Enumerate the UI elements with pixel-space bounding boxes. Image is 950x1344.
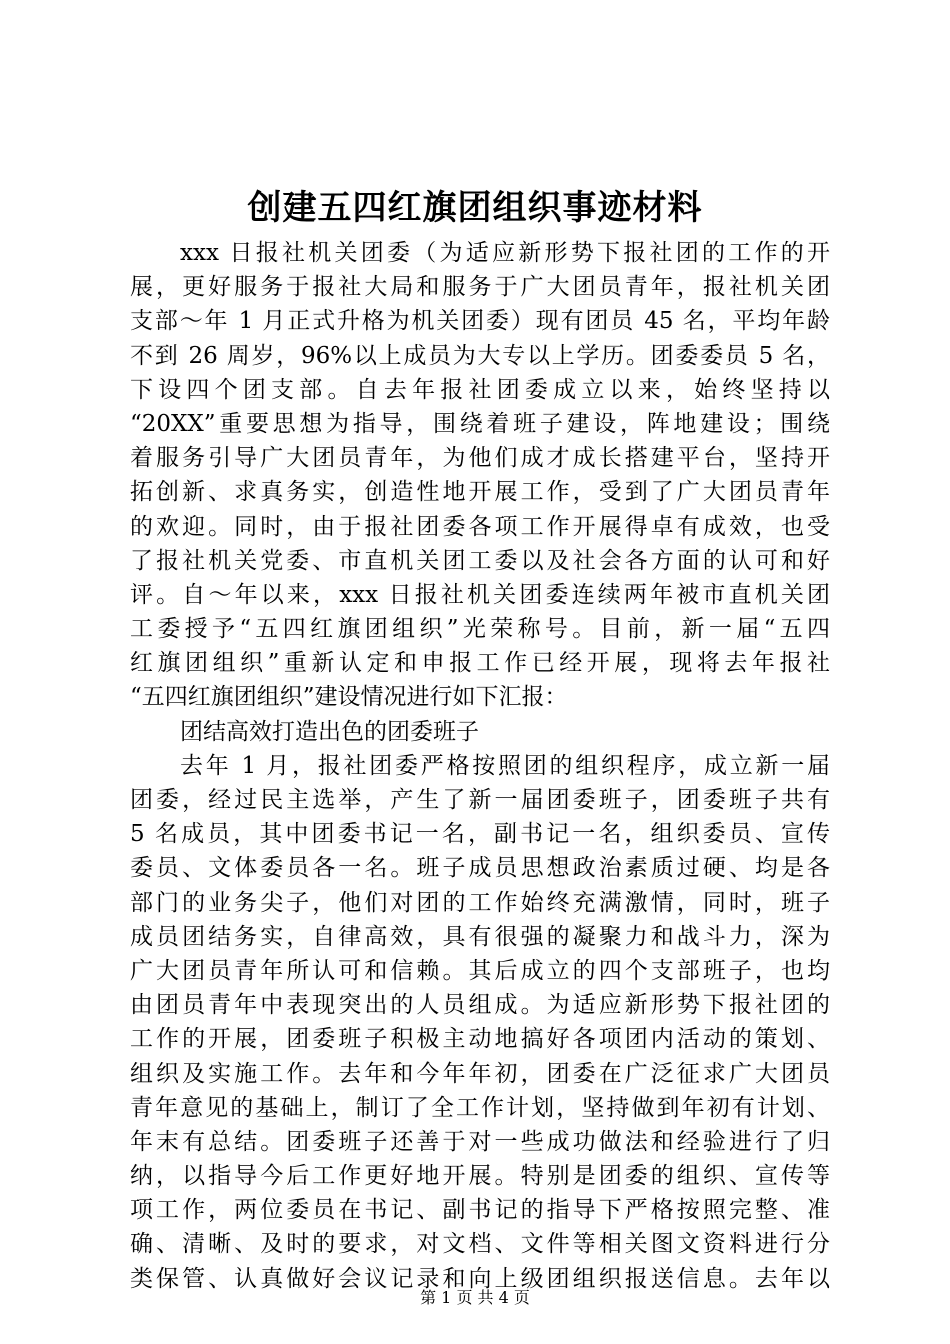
text-line: 确、清晰、及时的要求，对文档、文件等相关图文资料进行分 — [130, 1231, 830, 1258]
text-line: 青年意见的基础上，制订了全工作计划，坚持做到年初有计划、 — [130, 1094, 830, 1121]
text-line: 团结高效打造出色的团委班子 — [180, 718, 479, 745]
text-line: 团委，经过民主选举，产生了新一届团委班子，团委班子共有 — [130, 787, 830, 813]
text-line: “20XX”重要思想为指导，围绕着班子建设，阵地建设；围绕 — [130, 410, 830, 437]
text-line: 部门的业务尖子，他们对团的工作始终充满激情，同时，班子 — [130, 889, 830, 916]
text-line: 5 名成员，其中团委书记一名，副书记一名，组织委员、宣传 — [130, 821, 830, 848]
text-line: 成员团结务实，自律高效，具有很强的凝聚力和战斗力，深为 — [130, 923, 830, 950]
text-line: 工作的开展，团委班子积极主动地搞好各项团内活动的策划、 — [130, 1026, 830, 1053]
text-line: xxx 日报社机关团委（为适应新形势下报社团的工作的开 — [180, 240, 830, 266]
text-line: 展，更好服务于报社大局和服务于广大团员青年，报社机关团 — [130, 274, 830, 301]
text-line: 广大团员青年所认可和信赖。其后成立的四个支部班子，也均 — [130, 957, 830, 984]
text-line: 组织及实施工作。去年和今年年初，团委在广泛征求广大团员 — [130, 1060, 830, 1087]
text-line: “五四红旗团组织”建设情况进行如下汇报： — [130, 684, 568, 711]
text-line: 项工作，两位委员在书记、副书记的指导下严格按照完整、准 — [130, 1197, 830, 1224]
text-line: 由团员青年中表现突出的人员组成。为适应新形势下报社团的 — [130, 992, 830, 1019]
text-line: 拓创新、求真务实，创造性地开展工作，受到了广大团员青年 — [130, 479, 830, 506]
text-line: 下设四个团支部。自去年报社团委成立以来，始终坚持以 — [130, 376, 830, 403]
text-line: 去年 1 月，报社团委严格按照团的组织程序，成立新一届 — [180, 752, 830, 779]
text-line: 了报社机关党委、市直机关团工委以及社会各方面的认可和好 — [130, 547, 830, 574]
text-line: 年末有总结。团委班子还善于对一些成功做法和经验进行了归 — [130, 1128, 830, 1155]
text-line: 类保管、认真做好会议记录和向上级团组织报送信息。去年以 — [130, 1265, 830, 1292]
text-line: 工委授予“五四红旗团组织”光荣称号。目前，新一届“五四 — [130, 616, 830, 643]
text-line: 红旗团组织”重新认定和申报工作已经开展，现将去年报社 — [130, 650, 830, 677]
text-line: 着服务引导广大团员青年，为他们成才成长搭建平台，坚持开 — [130, 445, 830, 472]
text-line: 的欢迎。同时，由于报社团委各项工作开展得卓有成效，也受 — [130, 513, 830, 540]
text-line: 委员、文体委员各一名。班子成员思想政治素质过硬、均是各 — [130, 855, 830, 882]
text-line: 支部～年 1 月正式升格为机关团委）现有团员 45 名，平均年龄 — [130, 308, 830, 335]
document-body — [130, 236, 830, 1296]
page-title: 创建五四红旗团组织事迹材料 — [247, 188, 703, 228]
text-line: 纳，以指导今后工作更好地开展。特别是团委的组织、宣传等 — [130, 1163, 830, 1190]
text-line: 评。自～年以来，xxx 日报社机关团委连续两年被市直机关团 — [130, 581, 830, 608]
text-line: 不到 26 周岁，96%以上成员为大专以上学历。团委委员 5 名， — [130, 342, 830, 369]
page-footer: 第 1 页 共 4 页 — [420, 1288, 530, 1307]
